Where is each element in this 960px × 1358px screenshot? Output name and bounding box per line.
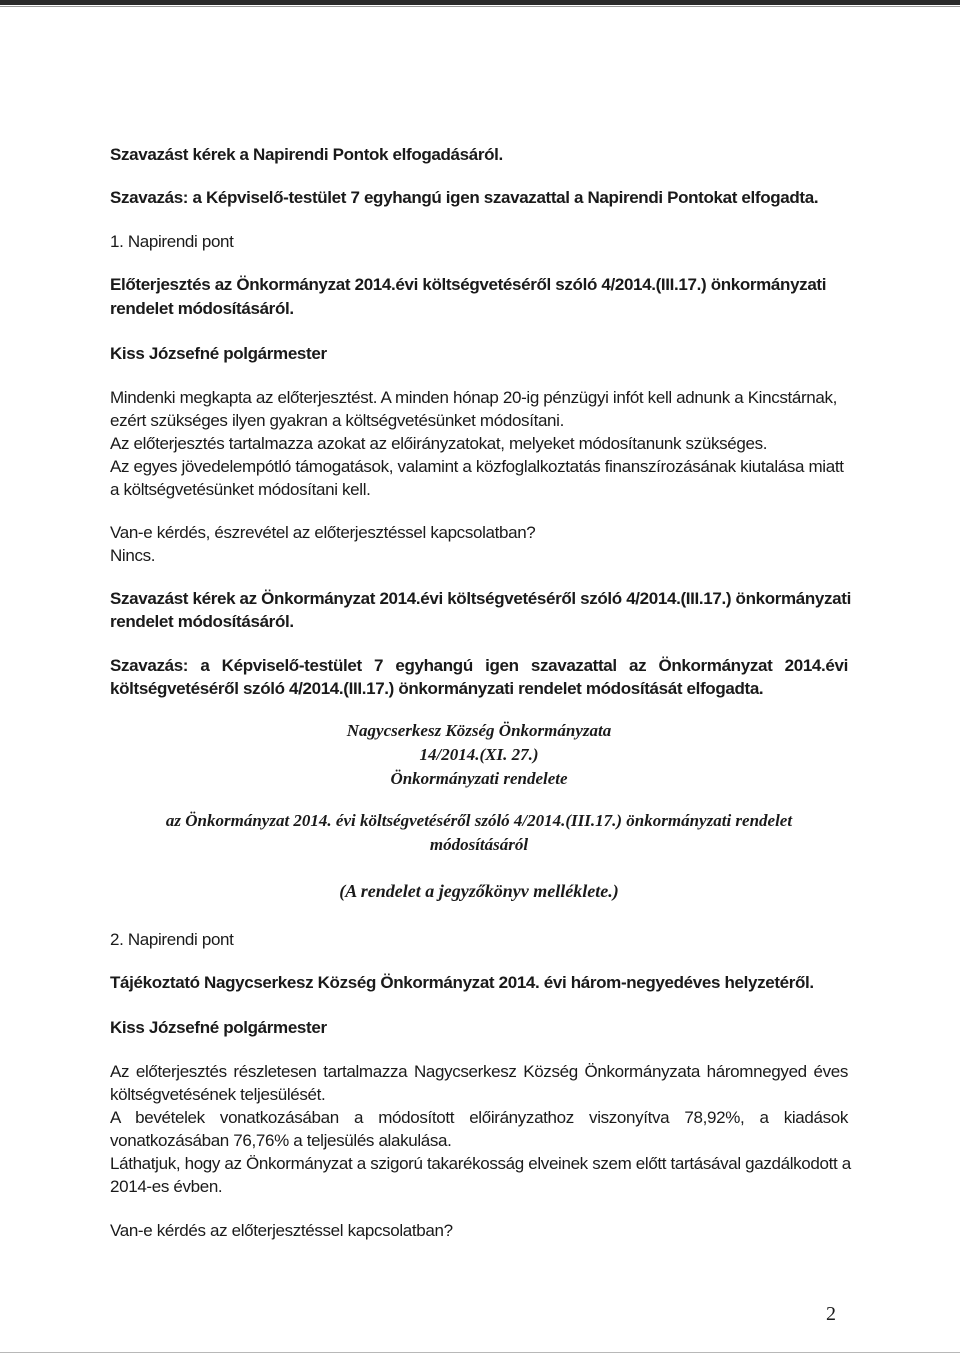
agenda-item-1-heading: 1. Napirendi pont <box>110 232 234 251</box>
report-paragraph-3-line-2: 2014-es évben. <box>110 1177 223 1196</box>
report-paragraph-2-line-1: A bevételek vonatkozásában a módosított előirányzathoz viszonyítva 78,92%, a kiadások <box>110 1108 848 1127</box>
speaker-name: Kiss Józsefné polgármester <box>110 344 327 363</box>
scan-top-edge <box>0 0 960 5</box>
report-paragraph-1-line-2: költségvetésének teljesülését. <box>110 1085 326 1104</box>
vote-request-decree-line-1: Szavazást kérek az Önkormányzat 2014.évi költségvetéséről szóló 4/2014.(III.17.) önkormányzati <box>110 589 851 608</box>
report-title: Tájékoztató Nagycserkesz Község Önkormányzat 2014. évi három-negyedéves helyzetéről. <box>110 973 814 992</box>
scan-bottom-edge <box>0 1352 960 1353</box>
question-text: Van-e kérdés, észrevétel az előterjesztéssel kapcsolatban? <box>110 523 536 542</box>
decree-issuer: Nagycserkesz Község Önkormányzata <box>346 721 612 740</box>
report-paragraph-3-line-1: Láthatjuk, hogy az Önkormányzat a szigorú takarékosság elveinek szem előtt tartásával gazdálkodott a <box>110 1154 851 1173</box>
vote-request-agenda: Szavazást kérek a Napirendi Pontok elfogadásáról. <box>110 145 503 164</box>
vote-result-agenda: Szavazás: a Képviselő-testület 7 egyhangú igen szavazattal a Napirendi Pontokat elfogadta. <box>110 188 819 207</box>
answer-text: Nincs. <box>110 546 156 565</box>
vote-result-decree-line-2: költségvetéséről szóló 4/2014.(III.17.) önkormányzati rendelet módosítását elfogadta. <box>110 679 764 698</box>
vote-result-decree-line-1: Szavazás: a Képviselő-testület 7 egyhangú igen szavazattal az Önkormányzat 2014.évi <box>110 656 848 675</box>
speech-paragraph-3: Az egyes jövedelempótló támogatások, valamint a közfoglalkoztatás finanszírozásának kiutalása miatt a költségvetésünket módosítani kell. <box>110 457 844 499</box>
speaker-name-2: Kiss Józsefné polgármester <box>110 1018 327 1037</box>
decree-annex-note: (A rendelet a jegyzőkönyv melléklete.) <box>339 881 619 901</box>
vote-request-decree-line-2: rendelet módosításáról. <box>110 612 294 631</box>
report-paragraph-1-line-1: Az előterjesztés részletesen tartalmazza Nagycserkesz Község Önkormányzata háromnegyed éves <box>110 1062 848 1081</box>
proposal-title-line-1: Előterjesztés az Önkormányzat 2014.évi költségvetéséről szóló 4/2014.(III.17.) önkormányzati <box>110 275 827 294</box>
speech-paragraph-1: Mindenki megkapta az előterjesztést. A minden hónap 20-ig pénzügyi infót kell adnunk a Kincstárnak, ezért szükséges ilyen gyakran a költségvetésünket módosítani. <box>110 388 838 430</box>
decree-type: Önkormányzati rendelete <box>390 769 568 788</box>
report-paragraph-2-line-2: vonatkozásában 76,76% a teljesülés alakulása. <box>110 1131 452 1150</box>
page-number: 2 <box>826 1303 836 1325</box>
decree-title-line-1: az Önkormányzat 2014. évi költségvetéséről szóló 4/2014.(III.17.) önkormányzati rendelet <box>165 811 793 830</box>
decree-number: 14/2014.(XI. 27.) <box>419 745 539 764</box>
decree-title-line-2: módosításáról <box>429 835 529 854</box>
proposal-title-line-2: rendelet módosításáról. <box>110 299 294 318</box>
scan-top-edge-thin <box>0 6 960 7</box>
agenda-item-2-heading: 2. Napirendi pont <box>110 930 234 949</box>
question-text-2: Van-e kérdés az előterjesztéssel kapcsolatban? <box>110 1221 453 1240</box>
speech-paragraph-2: Az előterjesztés tartalmazza azokat az előirányzatokat, melyeket módosítanunk szükséges. <box>110 434 768 453</box>
